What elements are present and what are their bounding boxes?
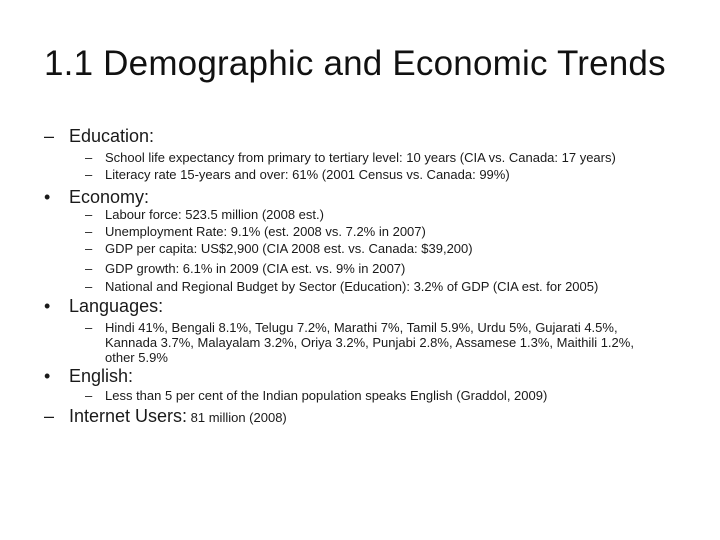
section-heading: Languages: bbox=[69, 296, 164, 316]
dash-marker: – bbox=[85, 279, 93, 294]
list-item-text: Hindi 41%, Bengali 8.1%, Telugu 7.2%, Marathi 7%, Tamil 5.9%, Urdu 5%, Gujarati 4.5%, Kannada 3.7%, Malayalam 3.2%, Oriya 3.2%, Punjabi 2.8%, Assamese 1.3%, Maithili 1.2%, other 5.9% bbox=[105, 320, 634, 365]
section-heading: Internet Users: bbox=[69, 406, 188, 426]
bullet-marker: • bbox=[44, 187, 51, 207]
dash-marker: – bbox=[44, 406, 55, 426]
section-heading-line bbox=[69, 406, 287, 428]
bullet-marker: • bbox=[44, 366, 51, 386]
list-item-text: National and Regional Budget by Sector (Education): 3.2% of GDP (CIA est. for 2005) bbox=[105, 279, 599, 294]
bullet-marker: • bbox=[44, 296, 51, 316]
section-heading-value: 81 million (2008) bbox=[187, 410, 287, 425]
dash-marker: – bbox=[85, 224, 93, 239]
section-heading: Economy: bbox=[69, 187, 150, 207]
list-item-text: Less than 5 per cent of the Indian population speaks English (Graddol, 2009) bbox=[105, 388, 548, 403]
slide-title: 1.1 Demographic and Economic Trends bbox=[44, 44, 666, 83]
section-heading: Education: bbox=[69, 126, 155, 146]
dash-marker: – bbox=[85, 207, 93, 222]
list-item-text: Literacy rate 15-years and over: 61% (2001 Census vs. Canada: 99%) bbox=[105, 167, 510, 182]
dash-marker: – bbox=[85, 261, 93, 276]
list-item-text: GDP growth: 6.1% in 2009 (CIA est. vs. 9% in 2007) bbox=[105, 261, 406, 276]
list-item-text: Unemployment Rate: 9.1% (est. 2008 vs. 7.2% in 2007) bbox=[105, 224, 426, 239]
dash-marker: – bbox=[85, 241, 93, 256]
list-item-text: GDP per capita: US$2,900 (CIA 2008 est. vs. Canada: $39,200) bbox=[105, 241, 473, 256]
list-item-text: School life expectancy from primary to tertiary level: 10 years (CIA vs. Canada: 17 years) bbox=[105, 150, 616, 165]
list-item-text: Labour force: 523.5 million (2008 est.) bbox=[105, 207, 324, 222]
dash-marker: – bbox=[85, 167, 93, 182]
section-heading: English: bbox=[69, 366, 134, 386]
dash-marker: – bbox=[85, 150, 93, 165]
dash-marker: – bbox=[44, 126, 55, 146]
dash-marker: – bbox=[85, 320, 93, 335]
dash-marker: – bbox=[85, 388, 93, 403]
